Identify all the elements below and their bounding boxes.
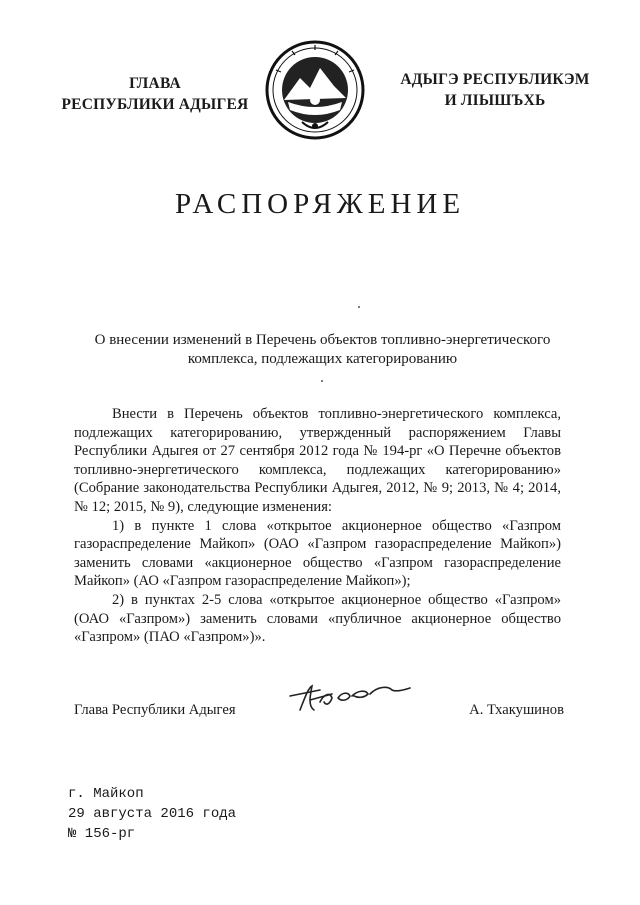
document-title: РАСПОРЯЖЕНИЕ — [174, 188, 466, 220]
issuer-block-adyghe — [380, 69, 610, 111]
issuer-line-1-adyghe: АДЫГЭ РЕСПУБЛИКЭМ — [400, 71, 590, 88]
issuer-block-russian — [40, 73, 270, 115]
coat-of-arms-icon — [262, 38, 368, 142]
issuer-line-1: ГЛАВА — [129, 75, 181, 92]
issuer-line-2-adyghe: И ЛІЫШЪХЬ — [444, 92, 546, 109]
body-paragraph: Внести в Перечень объектов топливно-энергетического комплекса, подлежащих категорированию, утвержденный распоряжением Главы Республики Адыгея от 27 сентября 2012 года № 194-рг «О Перечне объектов топливно-энергетического комплекса, подлежащих категорированию» (Собрание законодательства Республики Адыгея, 2012, № 9; 2013, № 4; 2014, № 12; 2015, № 9), следующие изменения: — [74, 406, 561, 515]
scan-speck — [321, 380, 323, 382]
document-body — [74, 405, 561, 647]
handwritten-signature — [286, 680, 416, 720]
document-subject: О внесении изменений в Перечень объектов топливно-энергетического комплекса, подлежащих категорированию — [94, 332, 551, 367]
signatory-name: А. Тхакушинов — [469, 702, 564, 718]
issue-date: 29 августа 2016 года — [68, 806, 237, 822]
body-paragraph: 2) в пунктах 2-5 слова «открытое акционерное общество «Газпром» (ОАО «Газпром») заменить словами «публичное акционерное общество «Газпром» (ПАО «Газпром»)». — [74, 591, 561, 646]
document-number: № 156-рг — [68, 826, 136, 842]
issuer-line-2: РЕСПУБЛИКИ АДЫГЕЯ — [61, 96, 249, 113]
document-footer — [68, 784, 236, 844]
issue-city: г. Майкоп — [68, 786, 144, 802]
body-paragraph: 1) в пункте 1 слова «открытое акционерное общество «Газпром газораспределение Майкоп» (ОАО «Газпром газораспределение Майкоп») заменить словами «акционерное общество «Газпром газораспределение Майкоп» (АО «Газпром газораспределение Майкоп»); — [74, 517, 561, 590]
signatory-position: Глава Республики Адыгея — [74, 702, 236, 718]
scan-speck — [358, 306, 360, 308]
